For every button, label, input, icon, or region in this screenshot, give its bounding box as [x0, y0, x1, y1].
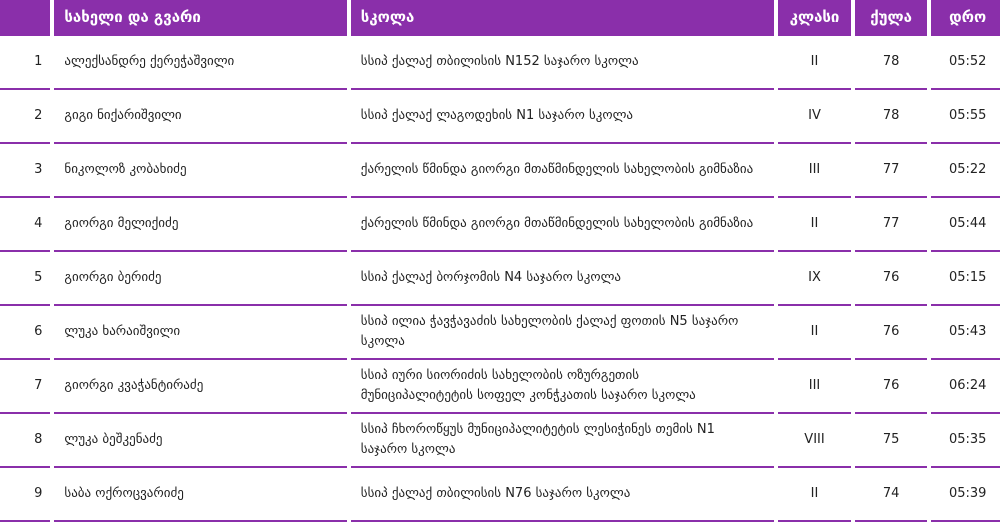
grade: IX — [778, 252, 851, 306]
participant-name: გიორგი ბერიძე — [54, 252, 346, 306]
school-name: ქარელის წმინდა გიორგი მთაწმინდელის სახელობის გიმნაზია — [351, 144, 774, 198]
row-number: 3 — [0, 144, 50, 198]
score: 77 — [855, 144, 928, 198]
table-row — [0, 468, 1000, 522]
grade: II — [778, 34, 851, 90]
table-body — [0, 34, 1000, 522]
row-number: 2 — [0, 90, 50, 144]
row-number: 9 — [0, 468, 50, 522]
row-number: 8 — [0, 414, 50, 468]
table-row — [0, 360, 1000, 414]
header-number[interactable] — [0, 0, 50, 34]
score: 76 — [855, 306, 928, 360]
score: 78 — [855, 34, 928, 90]
participant-name: ლუკა ბეშკენაძე — [54, 414, 346, 468]
header-school[interactable]: სკოლა — [351, 0, 774, 34]
score: 76 — [855, 252, 928, 306]
participant-name: გიორგი კვაჭანტირაძე — [54, 360, 346, 414]
score: 75 — [855, 414, 928, 468]
row-number: 7 — [0, 360, 50, 414]
participant-name: ლუკა ხარაიშვილი — [54, 306, 346, 360]
header-score[interactable]: ქულა — [855, 0, 928, 34]
time: 05:22 — [931, 144, 1000, 198]
time: 05:39 — [931, 468, 1000, 522]
grade: II — [778, 198, 851, 252]
grade: II — [778, 306, 851, 360]
school-name: სსიპ ქალაქ თბილისის N152 საჯარო სკოლა — [351, 34, 774, 90]
school-name: სსიპ იური სიორიძის სახელობის ოზურგეთის მუნიციპალიტეტის სოფელ კონჭკათის საჯარო სკოლა — [351, 360, 774, 414]
header-time[interactable]: დრო — [931, 0, 1000, 34]
time: 06:24 — [931, 360, 1000, 414]
time: 05:15 — [931, 252, 1000, 306]
school-name: სსიპ ქალაქ ბორჯომის N4 საჯარო სკოლა — [351, 252, 774, 306]
participant-name: საბა ოქროცვარიძე — [54, 468, 346, 522]
participant-name: ალექსანდრე ქერეჭაშვილი — [54, 34, 346, 90]
score: 77 — [855, 198, 928, 252]
grade: VIII — [778, 414, 851, 468]
school-name: ქარელის წმინდა გიორგი მთაწმინდელის სახელობის გიმნაზია — [351, 198, 774, 252]
school-name: სსიპ ილია ჭავჭავაძის სახელობის ქალაქ ფოთის N5 საჯარო სკოლა — [351, 306, 774, 360]
time: 05:44 — [931, 198, 1000, 252]
table-row — [0, 34, 1000, 90]
grade: IV — [778, 90, 851, 144]
school-name: სსიპ ქალაქ თბილისის N76 საჯარო სკოლა — [351, 468, 774, 522]
table-row — [0, 306, 1000, 360]
score: 76 — [855, 360, 928, 414]
score: 78 — [855, 90, 928, 144]
time: 05:55 — [931, 90, 1000, 144]
grade: III — [778, 360, 851, 414]
header-name[interactable]: სახელი და გვარი — [54, 0, 346, 34]
grade: III — [778, 144, 851, 198]
grade: II — [778, 468, 851, 522]
school-name: სსიპ ქალაქ ლაგოდეხის N1 საჯარო სკოლა — [351, 90, 774, 144]
participant-name: გიგი ნიქარიშვილი — [54, 90, 346, 144]
table-row — [0, 252, 1000, 306]
participant-name: ნიკოლოზ კობახიძე — [54, 144, 346, 198]
header-grade[interactable]: კლასი — [778, 0, 851, 34]
school-name: სსიპ ჩხოროწყუს მუნიციპალიტეტის ლესიჭინეს თემის N1 საჯარო სკოლა — [351, 414, 774, 468]
table-row — [0, 144, 1000, 198]
score: 74 — [855, 468, 928, 522]
row-number: 6 — [0, 306, 50, 360]
row-number: 1 — [0, 34, 50, 90]
table-row — [0, 198, 1000, 252]
time: 05:43 — [931, 306, 1000, 360]
header-row — [0, 0, 1000, 34]
time: 05:35 — [931, 414, 1000, 468]
time: 05:52 — [931, 34, 1000, 90]
table-row — [0, 90, 1000, 144]
row-number: 4 — [0, 198, 50, 252]
participant-name: გიორგი მელიქიძე — [54, 198, 346, 252]
row-number: 5 — [0, 252, 50, 306]
table-row — [0, 414, 1000, 468]
